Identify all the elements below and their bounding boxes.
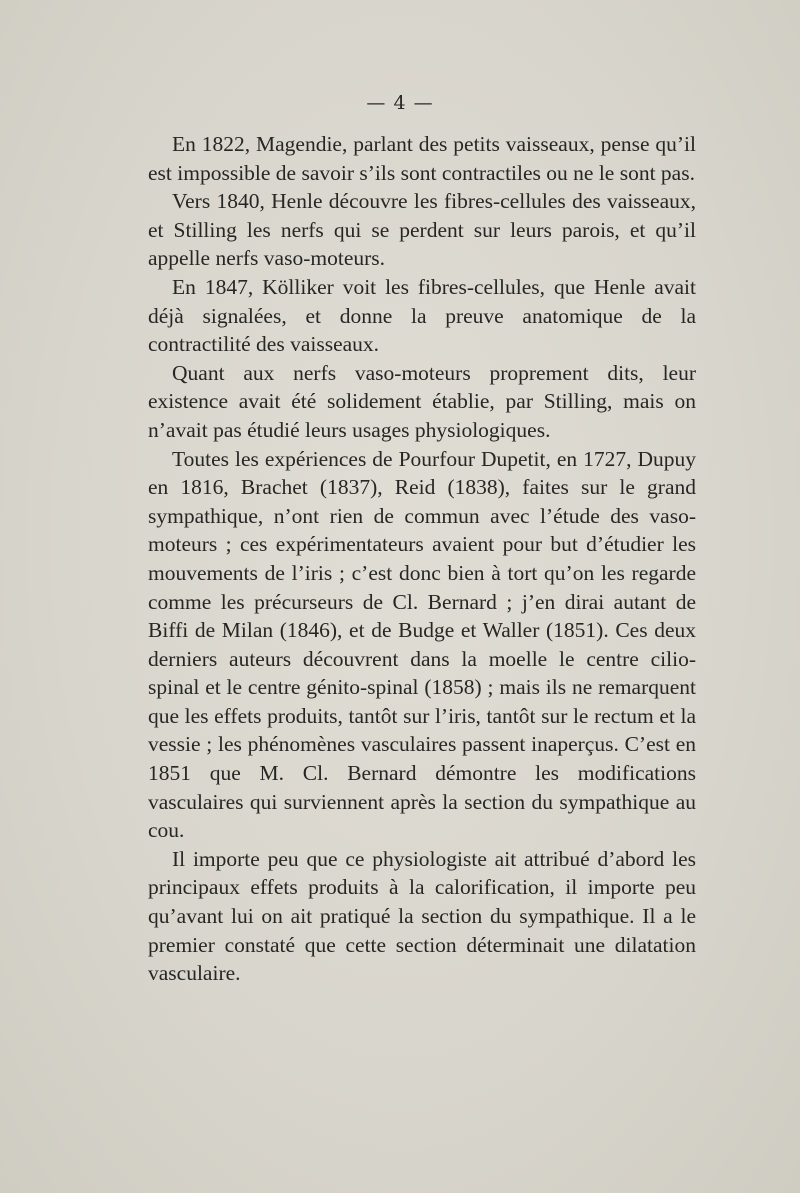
paragraph: Vers 1840, Henle découvre les fibres-cellules des vaisseaux, et Stilling les nerfs qui se perdent sur leurs parois, et qu’il appelle nerfs vaso-moteurs. [148,189,696,271]
paragraph: En 1847, Kölliker voit les fibres-cellules, que Henle avait déjà signalées, et donne la preuve anatomique de la contractilité des vaisseaux. [148,274,696,357]
body-text [148,130,696,988]
paragraph: Il importe peu que ce physiologiste ait attribué d’abord les principaux effets produits à la calorification, il importe peu qu’avant lui on ait pratiqué la section du sympathique. Il a le premier constaté que cette section déterminait une dilatation vasculaire. [148,846,696,986]
paragraph: Toutes les expériences de Pourfour Dupetit, en 1727, Dupuy en 1816, Brachet (1837), Reid (1838), faites sur le grand sympathique, n’ont rien de commun avec l’étude des vaso-moteurs ; ces expérimentateurs avaient pour but d’étudier les mouvements de l’iris ; c’est donc bien à tort qu’on les regarde comme les précurseurs de Cl. Bernard ; j’en dirai autant de Biffi de Milan (1846), et de Budge et Waller (1851). Ces deux derniers auteurs découvrent dans la moelle le centre cilio-spinal et le centre génito-spinal (1858) ; mais ils ne remarquent que les effets produits, tantôt sur l’iris, tantôt sur le rectum et la vessie ; les phénomènes vasculaires passent inaperçus. C’est en 1851 que M. Cl. Bernard démontre les modifications vasculaires qui surviennent après la section du sympathique au cou. [148,446,696,843]
paragraph: En 1822, Magendie, parlant des petits vaisseaux, pense qu’il est impossible de savoir s’ils sont contractiles ou ne le sont pas. [148,132,696,185]
paragraph: Quant aux nerfs vaso-moteurs proprement dits, leur existence avait été solidement établie, par Stilling, mais on n’avait pas étudié leurs usages physiologiques. [148,360,696,442]
page-number: — 4 — [366,92,434,114]
